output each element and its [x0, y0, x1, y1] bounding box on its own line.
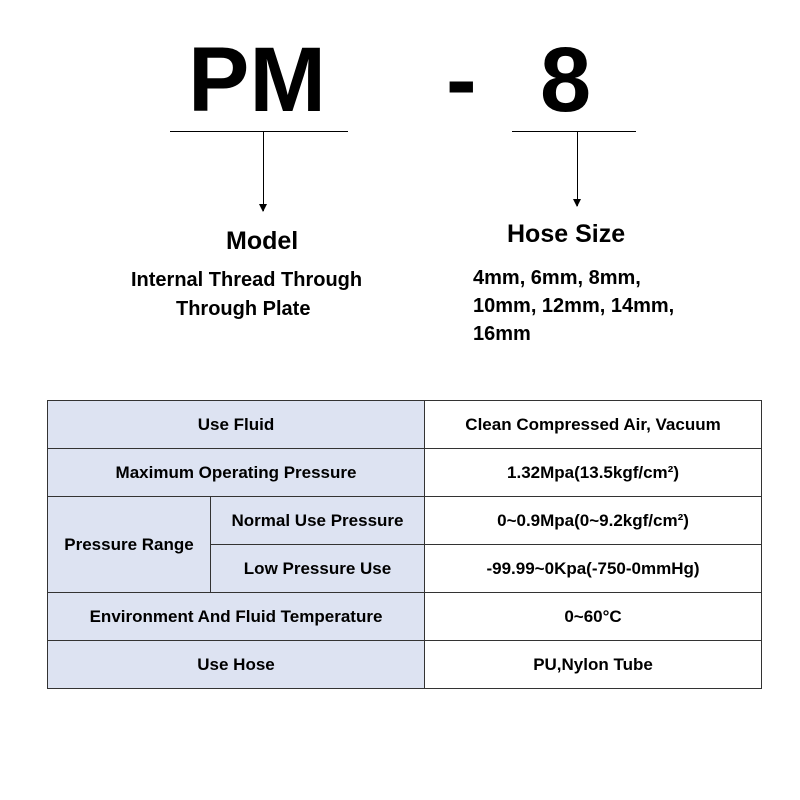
- temperature-label: Environment And Fluid Temperature: [48, 593, 425, 641]
- size-arrow-icon: [577, 131, 578, 206]
- table-row: [48, 449, 762, 497]
- use-fluid-label: Use Fluid: [48, 401, 425, 449]
- hose-size-line: 16mm: [473, 323, 531, 345]
- table-row: [48, 641, 762, 689]
- normal-pressure-label: Normal Use Pressure: [211, 497, 425, 545]
- use-hose-label: Use Hose: [48, 641, 425, 689]
- table-row: [48, 593, 762, 641]
- use-fluid-value: Clean Compressed Air, Vacuum: [425, 401, 762, 449]
- hose-size-line: 4mm, 6mm, 8mm,: [473, 267, 641, 289]
- spec-table: [47, 400, 762, 689]
- hose-size-heading: Hose Size: [507, 220, 626, 248]
- use-hose-value: PU,Nylon Tube: [425, 641, 762, 689]
- low-pressure-value: -99.99~0Kpa(-750-0mmHg): [425, 545, 762, 593]
- table-row: [48, 401, 762, 449]
- model-description-line: Internal Thread Through: [131, 269, 363, 291]
- normal-pressure-value: 0~0.9Mpa(0~9.2kgf/cm²): [425, 497, 762, 545]
- pressure-range-label: Pressure Range: [48, 497, 211, 593]
- model-underline: [170, 131, 348, 132]
- model-description-line: Through Plate: [176, 298, 311, 320]
- size-underline: [512, 131, 636, 132]
- hose-size-line: 10mm, 12mm, 14mm,: [473, 295, 675, 317]
- max-pressure-value: 1.32Mpa(13.5kgf/cm²): [425, 449, 762, 497]
- size-code: 8: [540, 29, 592, 131]
- code-separator: -: [446, 29, 477, 131]
- table-row: [48, 497, 762, 545]
- model-arrow-icon: [263, 131, 264, 211]
- temperature-value: 0~60°C: [425, 593, 762, 641]
- model-code: PM: [188, 29, 326, 131]
- low-pressure-label: Low Pressure Use: [211, 545, 425, 593]
- max-pressure-label: Maximum Operating Pressure: [48, 449, 425, 497]
- model-heading: Model: [226, 227, 299, 255]
